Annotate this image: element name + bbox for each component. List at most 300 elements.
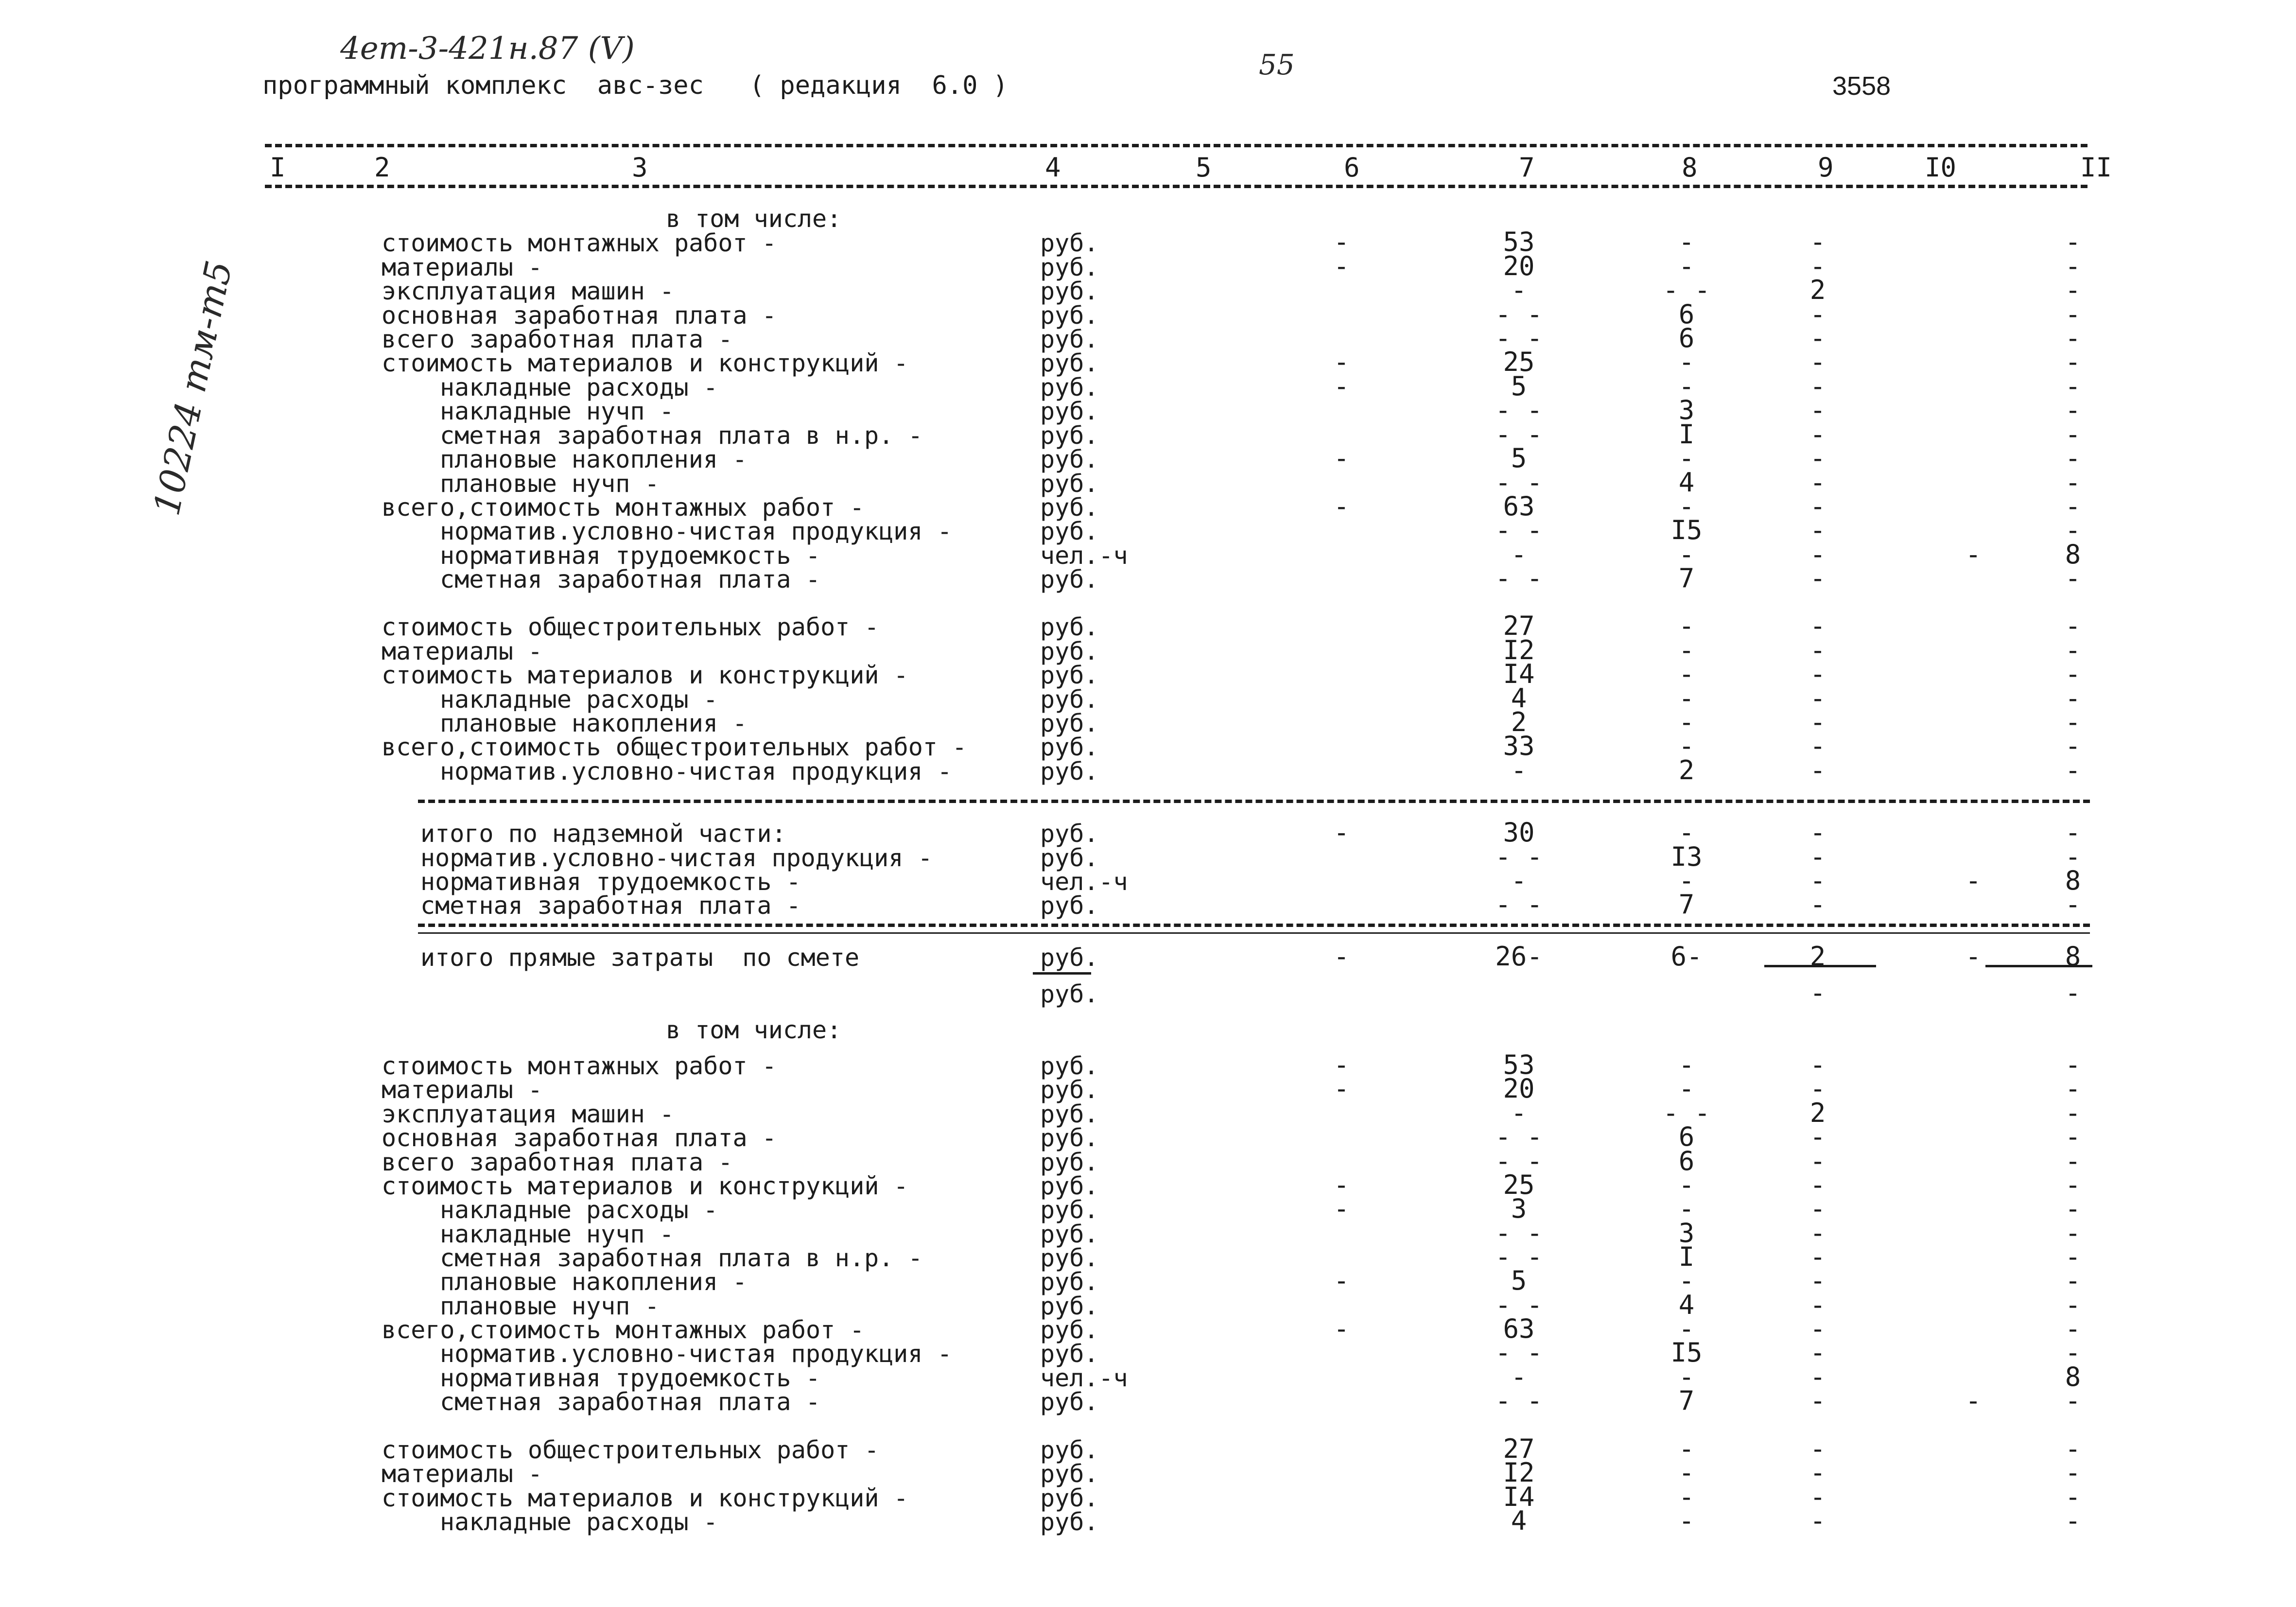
row-unit: чел.-ч bbox=[1040, 1364, 1128, 1392]
row-unit: руб. bbox=[1040, 1340, 1099, 1368]
cell-col9: - bbox=[1809, 817, 1826, 848]
row-label: стоимость общестроительных работ - bbox=[382, 1436, 879, 1464]
row-unit: руб. bbox=[1040, 325, 1099, 353]
cell-col9: - bbox=[1809, 371, 1826, 402]
row-label: нормативная трудоемкость - bbox=[440, 1364, 820, 1392]
cell-col7: 4 bbox=[1511, 1505, 1527, 1536]
cell-col7: - - bbox=[1495, 1385, 1543, 1416]
cell-col9: - bbox=[1809, 1193, 1826, 1224]
cell-col8: 4 bbox=[1678, 467, 1695, 498]
column-header-2: 2 bbox=[374, 152, 390, 183]
cell-col8: - bbox=[1678, 371, 1695, 402]
cell-col9: - bbox=[1809, 1146, 1826, 1176]
cell-col8: 3 bbox=[1678, 395, 1695, 425]
row-label: стоимость материалов и конструкций - bbox=[382, 1172, 908, 1200]
row-label: норматив.условно-чистая продукция - bbox=[420, 844, 933, 872]
row-label: эксплуатация машин - bbox=[382, 1100, 675, 1128]
cell-col8: - bbox=[1678, 491, 1695, 522]
cell-col9: - bbox=[1809, 347, 1826, 377]
cell-col8: - bbox=[1678, 1482, 1695, 1512]
row-label: основная заработная плата - bbox=[382, 1124, 777, 1152]
cell-col11: - bbox=[2065, 1193, 2081, 1224]
total-col11-underline bbox=[1985, 965, 2092, 967]
cell-col7: 4 bbox=[1511, 683, 1527, 714]
row-unit: руб. bbox=[1040, 891, 1099, 920]
cell-col7: 30 bbox=[1503, 817, 1535, 848]
cell-col9: - bbox=[1809, 1218, 1826, 1248]
cell-col7: - - bbox=[1495, 889, 1543, 920]
row-unit: руб. bbox=[1040, 1148, 1099, 1176]
row-unit: руб. bbox=[1040, 820, 1099, 848]
row-label: в том числе: bbox=[666, 1016, 842, 1044]
cell-col9: - bbox=[1809, 889, 1826, 920]
cell-col8: - bbox=[1678, 683, 1695, 714]
cell-col8: I bbox=[1678, 1241, 1695, 1272]
cell-col11: - bbox=[2065, 515, 2081, 545]
row-unit: руб. bbox=[1040, 637, 1099, 665]
cell-col9: - bbox=[1809, 491, 1826, 522]
cell-col11: - bbox=[2065, 635, 2081, 665]
cell-col11: - bbox=[2065, 978, 2081, 1008]
cell-col6: - bbox=[1333, 443, 1350, 473]
cell-col7: 27 bbox=[1503, 611, 1535, 641]
cell-col8: I5 bbox=[1670, 515, 1703, 545]
cell-col7: - - bbox=[1495, 563, 1543, 594]
column-header-8: 8 bbox=[1682, 152, 1698, 183]
cell-col9: - bbox=[1809, 1337, 1826, 1368]
row-unit: чел.-ч bbox=[1040, 868, 1128, 896]
cell-col11: - bbox=[2065, 1457, 2081, 1488]
row-unit: чел.-ч bbox=[1040, 541, 1128, 570]
cell-col11: 8 bbox=[2065, 941, 2081, 972]
cell-col8: - bbox=[1678, 1362, 1695, 1392]
cell-col11: - bbox=[2065, 419, 2081, 450]
cell-col11: - bbox=[2065, 491, 2081, 522]
header-bottom-rule bbox=[265, 185, 2087, 188]
cell-col11: 8 bbox=[2065, 1362, 2081, 1392]
row-unit: руб. bbox=[1040, 565, 1099, 594]
cell-col8: - bbox=[1678, 347, 1695, 377]
cell-col9: - bbox=[1809, 731, 1826, 761]
row-unit: руб. bbox=[1040, 1388, 1099, 1416]
row-unit: руб. bbox=[1040, 613, 1099, 641]
row-label: накладные расходы - bbox=[440, 373, 718, 402]
cell-col7: - - bbox=[1495, 841, 1543, 872]
cell-col11: - bbox=[2065, 1385, 2081, 1416]
row-label: стоимость материалов и конструкций - bbox=[382, 1484, 908, 1512]
cell-col8: 6- bbox=[1670, 941, 1703, 972]
cell-col9: - bbox=[1809, 1505, 1826, 1536]
cell-col11: - bbox=[2065, 443, 2081, 473]
cell-col11: - bbox=[2065, 563, 2081, 594]
cell-col8: - bbox=[1678, 1457, 1695, 1488]
row-label: стоимость материалов и конструкций - bbox=[382, 661, 908, 689]
row-label: сметная заработная плата - bbox=[440, 1388, 820, 1416]
row-label: в том числе: bbox=[666, 205, 842, 233]
cell-col11: - bbox=[2065, 1218, 2081, 1248]
cell-col7: I4 bbox=[1503, 659, 1535, 689]
cell-col6: - bbox=[1333, 1313, 1350, 1344]
cell-col9: - bbox=[1809, 1170, 1826, 1200]
row-unit: руб. bbox=[1040, 493, 1099, 522]
row-label: накладные нучп - bbox=[440, 397, 674, 425]
cell-col8: - bbox=[1678, 611, 1695, 641]
cell-col11: - bbox=[2065, 1482, 2081, 1512]
cell-col9: - bbox=[1809, 978, 1826, 1008]
row-label: материалы - bbox=[382, 637, 543, 665]
cell-col7: 27 bbox=[1503, 1433, 1535, 1464]
cell-col7: I2 bbox=[1503, 1457, 1535, 1488]
cell-col8: - bbox=[1678, 1049, 1695, 1080]
page-number: 3558 bbox=[1832, 71, 1891, 101]
cell-col9: - bbox=[1809, 1362, 1826, 1392]
row-label: всего,стоимость монтажных работ - bbox=[382, 493, 865, 522]
row-label: стоимость монтажных работ - bbox=[382, 1052, 777, 1080]
cell-col11: - bbox=[2065, 1170, 2081, 1200]
cell-col8: - bbox=[1678, 865, 1695, 896]
cell-col7: 5 bbox=[1511, 1265, 1527, 1296]
cell-col7: - bbox=[1511, 1098, 1527, 1128]
cell-col7: 63 bbox=[1503, 491, 1535, 522]
row-label: материалы - bbox=[382, 1076, 543, 1104]
cell-col8: - bbox=[1678, 1505, 1695, 1536]
row-label: стоимость материалов и конструкций - bbox=[382, 349, 908, 377]
row-label: накладные расходы - bbox=[440, 1508, 718, 1536]
row-unit: руб. bbox=[1040, 661, 1099, 689]
cell-col9: - bbox=[1809, 1121, 1826, 1152]
cell-col9: 2 bbox=[1809, 941, 1826, 972]
row-label: всего заработная плата - bbox=[382, 325, 733, 353]
row-label: стоимость монтажных работ - bbox=[382, 229, 777, 257]
cell-col7: 20 bbox=[1503, 251, 1535, 281]
cell-col6: - bbox=[1333, 347, 1350, 377]
cell-col11: - bbox=[2065, 841, 2081, 872]
cell-col11: - bbox=[2065, 395, 2081, 425]
row-label: стоимость общестроительных работ - bbox=[382, 613, 879, 641]
cell-col7: - bbox=[1511, 275, 1527, 305]
row-unit: руб. bbox=[1040, 229, 1099, 257]
section-rule-above-total bbox=[418, 924, 2090, 927]
cell-col8: - bbox=[1678, 1170, 1695, 1200]
cell-col9: - bbox=[1809, 707, 1826, 737]
cell-col6: - bbox=[1333, 371, 1350, 402]
cell-col8: I bbox=[1678, 419, 1695, 450]
row-unit: руб. bbox=[1040, 844, 1099, 872]
row-unit: руб. bbox=[1040, 709, 1099, 737]
row-unit: руб. bbox=[1040, 1436, 1099, 1464]
row-label: плановые нучп - bbox=[440, 1292, 660, 1320]
row-label: основная заработная плата - bbox=[382, 301, 777, 330]
cell-col8: 3 bbox=[1678, 1218, 1695, 1248]
cell-col9: - bbox=[1809, 1313, 1826, 1344]
cell-col9: - bbox=[1809, 1290, 1826, 1320]
row-label: всего,стоимость общестроительных работ - bbox=[382, 733, 967, 761]
cell-col8: - bbox=[1678, 1313, 1695, 1344]
row-unit: руб. bbox=[1040, 757, 1099, 786]
cell-col11: - bbox=[2065, 755, 2081, 786]
row-unit: руб. bbox=[1040, 445, 1099, 473]
cell-col7: - bbox=[1511, 539, 1527, 570]
cell-col9: - bbox=[1809, 865, 1826, 896]
section-rule-above-subtotal bbox=[418, 800, 2090, 803]
row-unit: руб. bbox=[1040, 1100, 1099, 1128]
total-unit-underline bbox=[1033, 972, 1091, 975]
cell-col11: - bbox=[2065, 707, 2081, 737]
row-label: итого по надземной части: bbox=[420, 820, 786, 848]
cell-col8: - bbox=[1678, 817, 1695, 848]
row-label: сметная заработная плата в н.р. - bbox=[440, 1244, 923, 1272]
cell-col9: - bbox=[1809, 1049, 1826, 1080]
row-unit: руб. bbox=[1040, 1052, 1099, 1080]
cell-col11: - bbox=[2065, 1290, 2081, 1320]
cell-col8: 4 bbox=[1678, 1290, 1695, 1320]
cell-col7: - - bbox=[1495, 1146, 1543, 1176]
row-label: нормативная трудоемкость - bbox=[440, 541, 820, 570]
row-unit: руб. bbox=[1040, 1076, 1099, 1104]
cell-col8: I3 bbox=[1670, 841, 1703, 872]
cell-col9: - bbox=[1809, 1241, 1826, 1272]
cell-col11: 8 bbox=[2065, 539, 2081, 570]
cell-col10: - bbox=[1965, 1385, 1982, 1416]
cell-col11: - bbox=[2065, 347, 2081, 377]
cell-col6: - bbox=[1333, 1193, 1350, 1224]
cell-col7: - - bbox=[1495, 419, 1543, 450]
cell-col9: - bbox=[1809, 659, 1826, 689]
cell-col7: - bbox=[1511, 1362, 1527, 1392]
row-label: накладные нучп - bbox=[440, 1220, 674, 1248]
section-rule-above-total-solid bbox=[418, 932, 2090, 934]
cell-col9: - bbox=[1809, 563, 1826, 594]
cell-col10: - bbox=[1965, 865, 1982, 896]
cell-col7: - bbox=[1511, 865, 1527, 896]
header-top-rule bbox=[265, 144, 2087, 147]
cell-col9: - bbox=[1809, 467, 1826, 498]
cell-col8: 6 bbox=[1678, 323, 1695, 353]
row-unit: руб. bbox=[1040, 277, 1099, 305]
column-header-9: 9 bbox=[1818, 152, 1834, 183]
cell-col7: - - bbox=[1495, 1121, 1543, 1152]
column-header-3: 3 bbox=[632, 152, 648, 183]
row-unit: руб. bbox=[1040, 1196, 1099, 1224]
cell-col11: - bbox=[2065, 611, 2081, 641]
row-unit: руб. bbox=[1040, 373, 1099, 402]
cell-col7: - - bbox=[1495, 515, 1543, 545]
column-header-4: 4 bbox=[1045, 152, 1061, 183]
cell-col7: 53 bbox=[1503, 227, 1535, 257]
cell-col7: 25 bbox=[1503, 1170, 1535, 1200]
handwritten-document-code: 4ет-3-421н.87 (V) bbox=[340, 31, 635, 67]
cell-col11: - bbox=[2065, 371, 2081, 402]
column-header-6: 6 bbox=[1344, 152, 1360, 183]
row-unit: руб. bbox=[1040, 943, 1099, 972]
row-unit: руб. bbox=[1040, 301, 1099, 330]
cell-col11: - bbox=[2065, 1049, 2081, 1080]
cell-col6: - bbox=[1333, 817, 1350, 848]
cell-col9: - bbox=[1809, 443, 1826, 473]
cell-col11: - bbox=[2065, 1433, 2081, 1464]
row-label: всего заработная плата - bbox=[382, 1148, 733, 1176]
cell-col10: - bbox=[1965, 539, 1982, 570]
cell-col9: - bbox=[1809, 683, 1826, 714]
row-label: всего,стоимость монтажных работ - bbox=[382, 1316, 865, 1344]
cell-col7: 25 bbox=[1503, 347, 1535, 377]
cell-col8: 6 bbox=[1678, 1121, 1695, 1152]
cell-col8: - bbox=[1678, 1073, 1695, 1104]
row-unit: руб. bbox=[1040, 1508, 1099, 1536]
row-label: сметная заработная плата - bbox=[440, 565, 820, 594]
total-col9-underline bbox=[1764, 965, 1876, 967]
cell-col8: 7 bbox=[1678, 889, 1695, 920]
cell-col8: - bbox=[1678, 539, 1695, 570]
row-unit: руб. bbox=[1040, 733, 1099, 761]
cell-col11: - bbox=[2065, 1505, 2081, 1536]
cell-col8: - bbox=[1678, 1433, 1695, 1464]
row-unit: руб. bbox=[1040, 1268, 1099, 1296]
cell-col11: - bbox=[2065, 251, 2081, 281]
cell-col8: - bbox=[1678, 1265, 1695, 1296]
cell-col9: - bbox=[1809, 1073, 1826, 1104]
row-label: сметная заработная плата в н.р. - bbox=[440, 421, 923, 450]
cell-col11: - bbox=[2065, 659, 2081, 689]
cell-col9: - bbox=[1809, 1482, 1826, 1512]
cell-col8: - bbox=[1678, 251, 1695, 281]
cell-col8: - bbox=[1678, 635, 1695, 665]
cell-col7: 2 bbox=[1511, 707, 1527, 737]
row-label: эксплуатация машин - bbox=[382, 277, 675, 305]
cell-col7: I2 bbox=[1503, 635, 1535, 665]
cell-col10: - bbox=[1965, 941, 1982, 972]
cell-col9: - bbox=[1809, 841, 1826, 872]
cell-col8: 7 bbox=[1678, 1385, 1695, 1416]
cell-col9: - bbox=[1809, 227, 1826, 257]
row-label: плановые накопления - bbox=[440, 709, 748, 737]
row-label: норматив.условно-чистая продукция - bbox=[440, 757, 952, 786]
program-title: программный комплекс авс-зес ( редакция 6.0 ) bbox=[262, 71, 1009, 100]
cell-col6: - bbox=[1333, 491, 1350, 522]
row-unit: руб. bbox=[1040, 1124, 1099, 1152]
cell-col8: I5 bbox=[1670, 1337, 1703, 1368]
cell-col11: - bbox=[2065, 275, 2081, 305]
cell-col7: 26- bbox=[1495, 941, 1543, 972]
row-unit: руб. bbox=[1040, 253, 1099, 281]
column-header-11: II bbox=[2080, 152, 2112, 183]
cell-col8: 7 bbox=[1678, 563, 1695, 594]
cell-col11: - bbox=[2065, 227, 2081, 257]
cell-col9: - bbox=[1809, 1265, 1826, 1296]
cell-col7: - - bbox=[1495, 1218, 1543, 1248]
cell-col8: - bbox=[1678, 659, 1695, 689]
cell-col8: - bbox=[1678, 443, 1695, 473]
cell-col7: - - bbox=[1495, 1290, 1543, 1320]
row-label: накладные расходы - bbox=[440, 685, 718, 714]
cell-col9: - bbox=[1809, 323, 1826, 353]
cell-col9: - bbox=[1809, 1457, 1826, 1488]
cell-col7: - - bbox=[1495, 323, 1543, 353]
row-unit: руб. bbox=[1040, 980, 1099, 1008]
cell-col11: - bbox=[2065, 299, 2081, 330]
cell-col8: - bbox=[1678, 707, 1695, 737]
cell-col9: - bbox=[1809, 419, 1826, 450]
row-unit: руб. bbox=[1040, 1172, 1099, 1200]
cell-col11: - bbox=[2065, 1073, 2081, 1104]
row-unit: руб. bbox=[1040, 685, 1099, 714]
row-unit: руб. bbox=[1040, 1460, 1099, 1488]
row-label: материалы - bbox=[382, 1460, 543, 1488]
row-label: плановые накопления - bbox=[440, 1268, 748, 1296]
row-unit: руб. bbox=[1040, 1316, 1099, 1344]
cell-col11: - bbox=[2065, 1121, 2081, 1152]
cell-col9: - bbox=[1809, 1385, 1826, 1416]
row-label: сметная заработная плата - bbox=[420, 891, 801, 920]
column-header-1: I bbox=[270, 152, 286, 183]
cell-col6: - bbox=[1333, 227, 1350, 257]
column-header-5: 5 bbox=[1196, 152, 1212, 183]
row-unit: руб. bbox=[1040, 1292, 1099, 1320]
cell-col8: 6 bbox=[1678, 1146, 1695, 1176]
cell-col11: - bbox=[2065, 323, 2081, 353]
cell-col7: 63 bbox=[1503, 1313, 1535, 1344]
cell-col7: 3 bbox=[1511, 1193, 1527, 1224]
cell-col6: - bbox=[1333, 1049, 1350, 1080]
row-label: материалы - bbox=[382, 253, 543, 281]
cell-col9: - bbox=[1809, 1433, 1826, 1464]
row-unit: руб. bbox=[1040, 1244, 1099, 1272]
cell-col11: - bbox=[2065, 1265, 2081, 1296]
row-unit: руб. bbox=[1040, 470, 1099, 498]
cell-col11: - bbox=[2065, 1146, 2081, 1176]
cell-col7: - - bbox=[1495, 395, 1543, 425]
cell-col8: - bbox=[1678, 1193, 1695, 1224]
cell-col9: 2 bbox=[1809, 1098, 1826, 1128]
cell-col11: - bbox=[2065, 1241, 2081, 1272]
cell-col7: - - bbox=[1495, 1337, 1543, 1368]
cell-col11: - bbox=[2065, 1337, 2081, 1368]
cell-col7: - - bbox=[1495, 467, 1543, 498]
cell-col9: - bbox=[1809, 539, 1826, 570]
cell-col7: 5 bbox=[1511, 443, 1527, 473]
cell-col11: - bbox=[2065, 889, 2081, 920]
cell-col11: 8 bbox=[2065, 865, 2081, 896]
side-handwritten-note: 10224 тм-т5 bbox=[146, 257, 241, 519]
cell-col11: - bbox=[2065, 731, 2081, 761]
row-unit: руб. bbox=[1040, 349, 1099, 377]
cell-col11: - bbox=[2065, 467, 2081, 498]
handwritten-page-mark: 55 bbox=[1259, 48, 1295, 81]
cell-col11: - bbox=[2065, 817, 2081, 848]
row-label: итого прямые затраты по смете bbox=[420, 943, 860, 972]
cell-col7: - - bbox=[1495, 1241, 1543, 1272]
cell-col7: - bbox=[1511, 755, 1527, 786]
row-unit: руб. bbox=[1040, 397, 1099, 425]
cell-col6: - bbox=[1333, 251, 1350, 281]
cell-col8: 2 bbox=[1678, 755, 1695, 786]
row-label: плановые нучп - bbox=[440, 470, 660, 498]
cell-col11: - bbox=[2065, 683, 2081, 714]
cell-col11: - bbox=[2065, 1098, 2081, 1128]
cell-col9: - bbox=[1809, 515, 1826, 545]
cell-col7: - - bbox=[1495, 299, 1543, 330]
row-label: норматив.условно-чистая продукция - bbox=[440, 1340, 952, 1368]
row-label: накладные расходы - bbox=[440, 1196, 718, 1224]
cell-col6: - bbox=[1333, 1073, 1350, 1104]
cell-col9: 2 bbox=[1809, 275, 1826, 305]
row-unit: руб. bbox=[1040, 517, 1099, 545]
column-header-10: I0 bbox=[1925, 152, 1957, 183]
cell-col7: I4 bbox=[1503, 1482, 1535, 1512]
row-label: норматив.условно-чистая продукция - bbox=[440, 517, 952, 545]
cell-col9: - bbox=[1809, 635, 1826, 665]
cell-col7: 20 bbox=[1503, 1073, 1535, 1104]
